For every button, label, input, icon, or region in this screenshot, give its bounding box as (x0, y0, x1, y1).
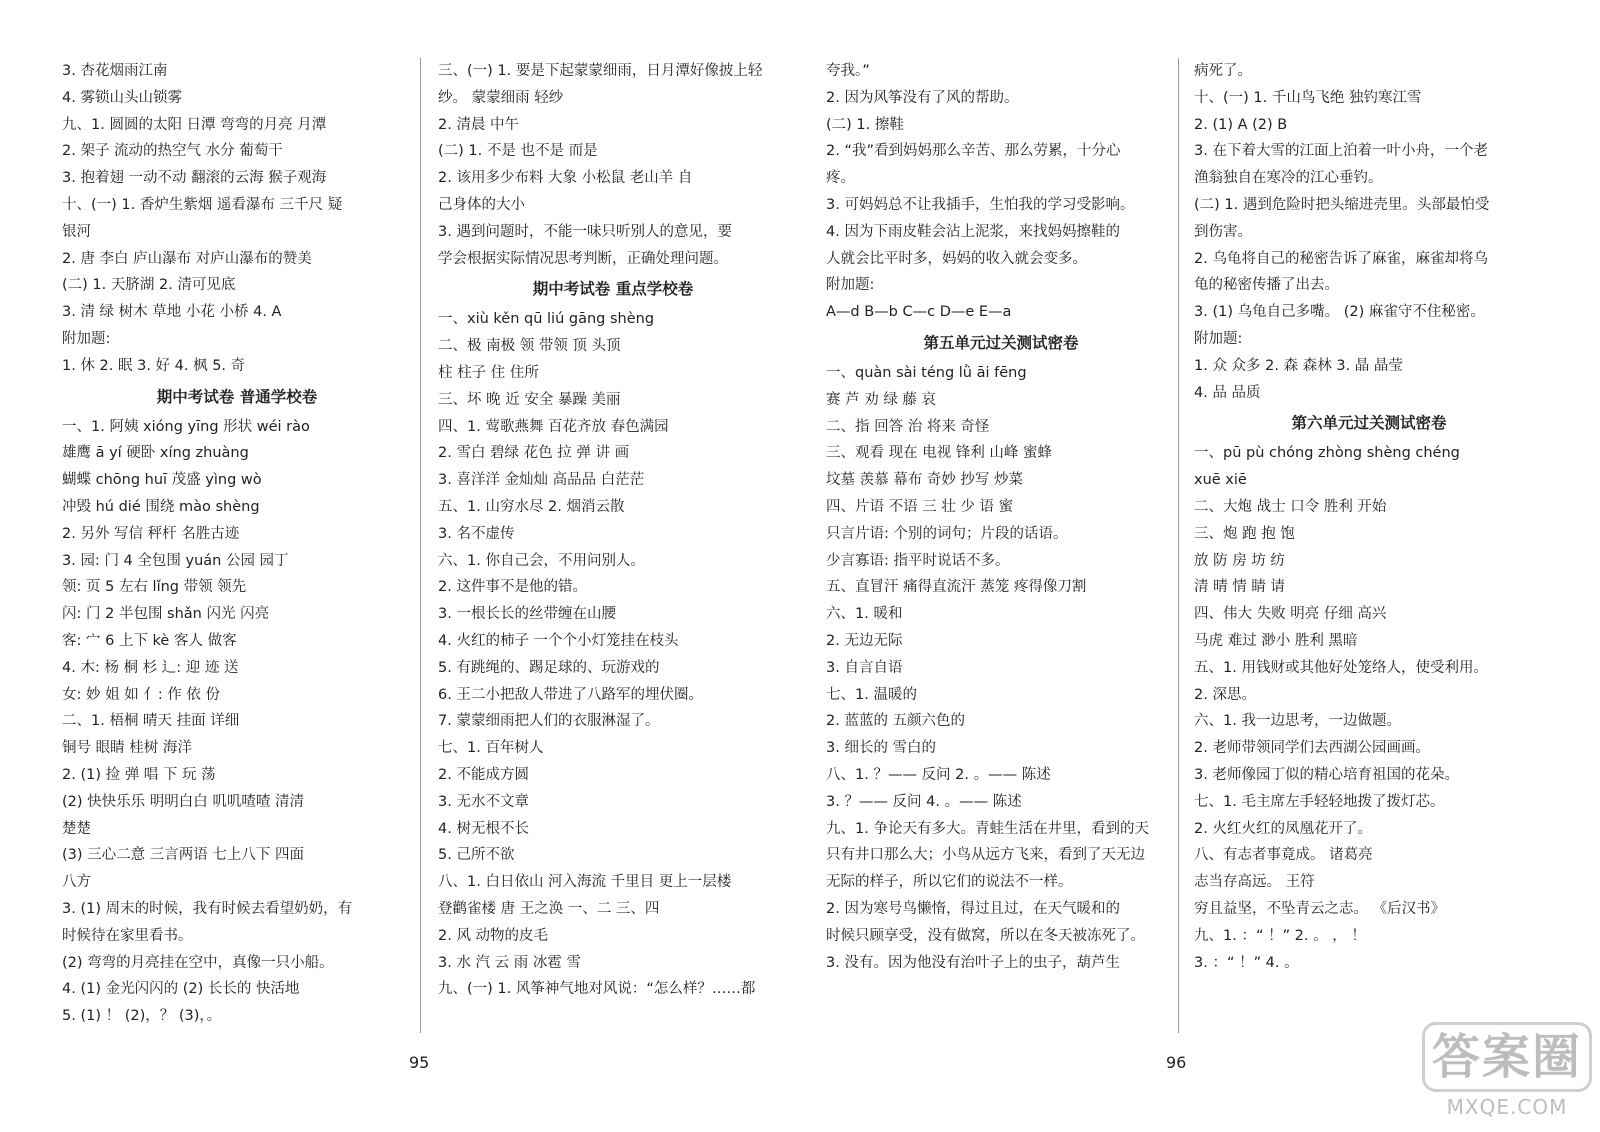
answer-line: 放 防 房 坊 纺 (1194, 552, 1285, 569)
answer-line: 十、(一) 1. 香炉生紫烟 遥看瀑布 三千尺 疑 (62, 196, 343, 213)
answer-line: 2. 唐 李白 庐山瀑布 对庐山瀑布的赞美 (62, 250, 312, 267)
answer-line: 2. 这件事不是他的错。 (438, 579, 587, 596)
answer-line: (二) 1. 不是 也不是 而是 (438, 143, 598, 160)
answer-line: 楚楚 (62, 820, 91, 837)
answer-line: (2) 快快乐乐 明明白白 叽叽喳喳 清清 (62, 793, 304, 810)
answer-line: 3. 水 汽 云 雨 冰雹 雪 (438, 954, 581, 971)
answer-line: 七、1. 毛主席左手轻轻地拨了拨灯芯。 (1194, 793, 1445, 810)
answer-line: 3. 没有。因为他没有治叶子上的虫子，葫芦生 (826, 954, 1120, 971)
answer-line: 一、pū pù chóng zhòng shèng chéng (1194, 445, 1460, 462)
answer-line: 2. 老师带领同学们去西湖公园画画。 (1194, 740, 1430, 757)
answer-line: 疼。 (826, 170, 855, 187)
answer-line: 一、quàn sài téng lǜ āi fēng (826, 364, 1027, 381)
answer-line: 九、1. 争论天有多大。青蛙生活在井里，看到的天 (826, 820, 1149, 837)
answer-line: xuē xiē (1194, 472, 1247, 489)
answer-line: 学会根据实际情况思考判断，正确处理问题。 (438, 250, 728, 267)
watermark-title: 答案圈 (1422, 1022, 1592, 1092)
answer-line: 2. “我”看到妈妈那么辛苦、那么劳累，十分心 (826, 143, 1121, 160)
answer-line: (2) 弯弯的月亮挂在空中，真像一只小船。 (62, 954, 334, 971)
answer-line: (二) 1. 遇到危险时把头缩进壳里。头部最怕受 (1194, 196, 1490, 213)
answer-line: 2. 雪白 碧绿 花色 拉 弹 讲 画 (438, 445, 630, 462)
answer-line: 4. 雾锁山头山锁雾 (62, 89, 182, 106)
answer-line: 7. 蒙蒙细雨把人们的衣服淋湿了。 (438, 713, 660, 730)
answer-line: 柱 柱子 住 住所 (438, 364, 539, 381)
answer-line: 二、极 南极 领 带领 顶 头顶 (438, 338, 621, 355)
answer-line: 4. 木: 杨 桐 杉 辶: 迎 迹 送 (62, 659, 239, 676)
answer-line: 2. 不能成方圆 (438, 766, 529, 783)
answer-line: 三、(一) 1. 要是下起蒙蒙细雨，日月潭好像披上轻 (438, 63, 763, 79)
answer-line: 人就会比平时多，妈妈的收入就会变多。 (826, 250, 1087, 267)
column-divider-right (1178, 58, 1179, 1033)
answer-line: 2. 因为寒号鸟懒惰，得过且过，在天气暖和的 (826, 900, 1120, 917)
section-heading: 第五单元过关测试密卷 (923, 333, 1079, 352)
watermark-url: MXQE.COM (1446, 1095, 1568, 1119)
answer-line: 1. 休 2. 眠 3. 好 4. 枫 5. 奇 (62, 357, 246, 374)
answer-line: 客: 宀 6 上下 kè 客人 做客 (62, 632, 237, 649)
answer-line: 马虎 难过 渺小 胜利 黑暗 (1194, 632, 1358, 649)
answer-line: 3. 喜洋洋 金灿灿 高品品 白茫茫 (438, 472, 645, 489)
answer-line: 3. ：“ ！” 4. 。 (1194, 954, 1299, 971)
page-number-left: 95 (409, 1053, 430, 1072)
answer-line: 2. 蓝蓝的 五颜六色的 (826, 713, 966, 730)
answer-line: 附加题: (826, 277, 875, 294)
answer-line: 坟墓 羡慕 幕布 奇妙 抄写 炒菜 (826, 472, 1024, 489)
answer-line: 3. 清 绿 树木 草地 小花 小桥 4. A (62, 304, 282, 321)
answer-line: 八、1. 白日依山 河入海流 千里目 更上一层楼 (438, 874, 732, 891)
answer-line: 十、(一) 1. 千山鸟飞绝 独钓寒江雪 (1194, 89, 1422, 106)
answer-line: 五、1. 用钱财或其他好处笼络人，使受利用。 (1194, 659, 1488, 676)
answer-line: 3. ？—— 反问 4. 。—— 陈述 (826, 793, 1022, 810)
answer-line: 只有井口那么大；小鸟从远方飞来，看到了天无边 (826, 847, 1145, 864)
answer-line: 2. 架子 流动的热空气 水分 葡萄干 (62, 143, 283, 160)
section-heading: 期中考试卷 普通学校卷 (156, 387, 318, 406)
answer-line: 3. (1) 乌龟自己多嘴。 (2) 麻雀守不住秘密。 (1194, 304, 1485, 321)
answer-line: 穷且益坚，不坠青云之志。 《后汉书》 (1194, 900, 1446, 917)
answer-line: 二、大炮 战士 口令 胜利 开始 (1194, 498, 1387, 515)
answer-line: 2. 另外 写信 秤杆 名胜古迹 (62, 525, 240, 542)
page-number-right: 96 (1166, 1053, 1187, 1072)
answer-line: 蝴蝶 chōng huī 茂盛 yìng wò (62, 472, 262, 489)
answer-line: 6. 王二小把敌人带进了八路军的埋伏圈。 (438, 686, 703, 703)
answer-line: 九、1. 圆圆的太阳 日潭 弯弯的月亮 月潭 (62, 116, 327, 133)
answer-line: 冲毁 hú dié 围绕 mào shèng (62, 498, 260, 515)
answer-line: 六、1. 暖和 (826, 606, 903, 623)
answer-line: 2. 无边无际 (826, 632, 903, 649)
answer-line: 2. 因为风筝没有了风的帮助。 (826, 89, 1019, 106)
answer-line: (3) 三心二意 三言两语 七上八下 四面 (62, 847, 304, 864)
answer-line: 七、1. 温暖的 (826, 686, 917, 703)
answer-line: 2. (1) 捡 弹 唱 下 玩 荡 (62, 766, 216, 783)
answer-line: 二、指 回答 治 将来 奇怪 (826, 418, 990, 435)
answer-line: 3. 杏花烟雨江南 (62, 63, 168, 79)
answer-line: 3. 可妈妈总不让我插手，生怕我的学习受影响。 (826, 196, 1135, 213)
answer-line: 四、片语 不语 三 壮 少 语 蜜 (826, 498, 1014, 515)
answer-line: 七、1. 百年树人 (438, 740, 544, 757)
answer-line: 病死了。 (1194, 63, 1252, 79)
answer-line: 志当存高远。 王符 (1194, 874, 1315, 891)
answer-line: 2. 该用多少布料 大象 小松鼠 老山羊 自 (438, 170, 693, 187)
answer-line: 九、(一) 1. 风筝神气地对风说：“怎么样？……都 (438, 981, 756, 998)
answer-line: 3. 园: 门 4 全包围 yuán 公园 园丁 (62, 552, 289, 569)
answer-line: 夸我。” (826, 63, 870, 79)
answer-line: 三、观看 现在 电视 锋利 山峰 蜜蜂 (826, 445, 1053, 462)
answer-line: 五、直冒汗 痛得直流汗 蒸笼 疼得像刀割 (826, 579, 1087, 596)
answer-line: 5. 己所不欲 (438, 847, 515, 864)
answer-line: 无际的样子，所以它们的说法不一样。 (826, 874, 1073, 891)
answer-line: 3. (1) 周末的时候，我有时候去看望奶奶，有 (62, 900, 353, 917)
column-4 (1194, 58, 1544, 976)
answer-line: 银河 (62, 223, 91, 240)
answer-line: 时候只顾享受，没有做窝，所以在冬天被冻死了。 (826, 927, 1145, 944)
answer-line: 2. 乌龟将自己的秘密告诉了麻雀，麻雀却将乌 (1194, 250, 1488, 267)
answer-line: 3. 一根长长的丝带缠在山腰 (438, 606, 616, 623)
answer-line: 5. (1) ！ (2)，？ (3)，。 (62, 1008, 222, 1025)
answer-line: 闪: 门 2 半包围 shǎn 闪光 闪亮 (62, 606, 270, 623)
section-heading: 第六单元过关测试密卷 (1291, 414, 1447, 433)
answer-line: 己身体的大小 (438, 196, 525, 213)
answer-line: 一、1. 阿姨 xióng yīng 形状 wéi rào (62, 418, 310, 435)
answer-line: 雄鹰 ā yí 硬卧 xíng zhuàng (62, 445, 249, 462)
answer-line: 九、1. ：“ ！” 2. 。 ， ！ (1194, 927, 1366, 944)
answer-line: A—d B—b C—c D—e E—a (826, 304, 1012, 321)
answer-line: 2. 清晨 中午 (438, 116, 520, 133)
answer-line: 3. 自言自语 (826, 659, 903, 676)
answer-line: 时候待在家里看书。 (62, 927, 193, 944)
answer-line: 2. 深思。 (1194, 686, 1256, 703)
answer-line: 4. 因为下雨皮鞋会沾上泥浆，来找妈妈擦鞋的 (826, 223, 1120, 240)
answer-line: 六、1. 我一边思考，一边做题。 (1194, 713, 1401, 730)
answer-line: 赛 芦 劝 绿 藤 哀 (826, 391, 937, 408)
answer-line: 八、1. ？—— 反问 2. 。—— 陈述 (826, 766, 1051, 783)
answer-line: 五、1. 山穷水尽 2. 烟消云散 (438, 498, 625, 515)
answer-line: 女: 妙 姐 如 亻: 作 依 份 (62, 686, 221, 703)
answer-line: 5. 有跳绳的、踢足球的、玩游戏的 (438, 659, 660, 676)
answer-line: (二) 1. 天脐湖 2. 清可见底 (62, 277, 236, 294)
answer-line: (二) 1. 擦鞋 (826, 116, 904, 133)
watermark-logo (1422, 1022, 1592, 1126)
column-1 (62, 58, 412, 1030)
answer-line: 附加题: (62, 330, 111, 347)
answer-line: 4. 树无根不长 (438, 820, 529, 837)
answer-line: 3. 抱着翅 一动不动 翻滚的云海 猴子观海 (62, 170, 327, 187)
column-divider-left (420, 58, 421, 1033)
answer-line: 只言片语: 个别的词句；片段的话语。 (826, 525, 1068, 542)
column-2 (438, 58, 788, 1003)
answer-line: 2. 风 动物的皮毛 (438, 927, 549, 944)
answer-line: 四、伟大 失败 明亮 仔细 高兴 (1194, 606, 1387, 623)
answer-line: 清 晴 情 睛 请 (1194, 579, 1285, 596)
answer-line: 六、1. 你自己会，不用问别人。 (438, 552, 645, 569)
answer-line: 4. 品 品质 (1194, 384, 1261, 401)
answer-line: 3. 细长的 雪白的 (826, 740, 937, 757)
answer-line: 3. 老师像园丁似的精心培育祖国的花朵。 (1194, 766, 1459, 783)
answer-line: 3. 在下着大雪的江面上泊着一叶小舟，一个老 (1194, 143, 1488, 160)
answer-line: 登鹳雀楼 唐 王之涣 一、二 三、四 (438, 900, 660, 917)
answer-line: 领: 页 5 左右 lǐng 带领 领先 (62, 579, 247, 596)
answer-line: 纱。 蒙蒙细雨 轻纱 (438, 89, 564, 106)
answer-line: 渔翁独自在寒冷的江心垂钓。 (1194, 170, 1383, 187)
section-heading: 期中考试卷 重点学校卷 (532, 280, 694, 299)
answer-line: 2. 火红火红的凤凰花开了。 (1194, 820, 1372, 837)
answer-line: 四、1. 莺歌燕舞 百花齐放 春色满园 (438, 418, 669, 435)
answer-line: 4. 火红的柿子 一个个小灯笼挂在枝头 (438, 632, 679, 649)
column-3 (826, 58, 1176, 976)
answer-line: 到伤害。 (1194, 223, 1252, 240)
answer-line: 八方 (62, 874, 91, 891)
answer-line: 4. (1) 金光闪闪的 (2) 长长的 快活地 (62, 981, 300, 998)
answer-line: 三、炮 跑 抱 饱 (1194, 525, 1295, 542)
answer-line: 一、xiù kěn qū liú gāng shèng (438, 311, 655, 328)
answer-line: 八、有志者事竟成。 诸葛亮 (1194, 847, 1373, 864)
answer-line: 3. 遇到问题时，不能一味只听别人的意见，要 (438, 223, 732, 240)
answer-line: 三、坏 晚 近 安全 暴躁 美丽 (438, 391, 621, 408)
answer-line: 龟的秘密传播了出去。 (1194, 277, 1339, 294)
answer-line: 1. 众 众多 2. 森 森林 3. 晶 晶莹 (1194, 357, 1403, 374)
answer-line: 铜号 眼睛 桂树 海洋 (62, 740, 192, 757)
answer-line: 附加题: (1194, 330, 1243, 347)
answer-line: 二、1. 梧桐 晴天 挂面 详细 (62, 713, 240, 730)
answer-line: 少言寡语: 指平时说话不多。 (826, 552, 1010, 569)
answer-line: 3. 无水不文章 (438, 793, 529, 810)
answer-line: 3. 名不虚传 (438, 525, 515, 542)
answer-line: 2. (1) A (2) B (1194, 116, 1288, 133)
